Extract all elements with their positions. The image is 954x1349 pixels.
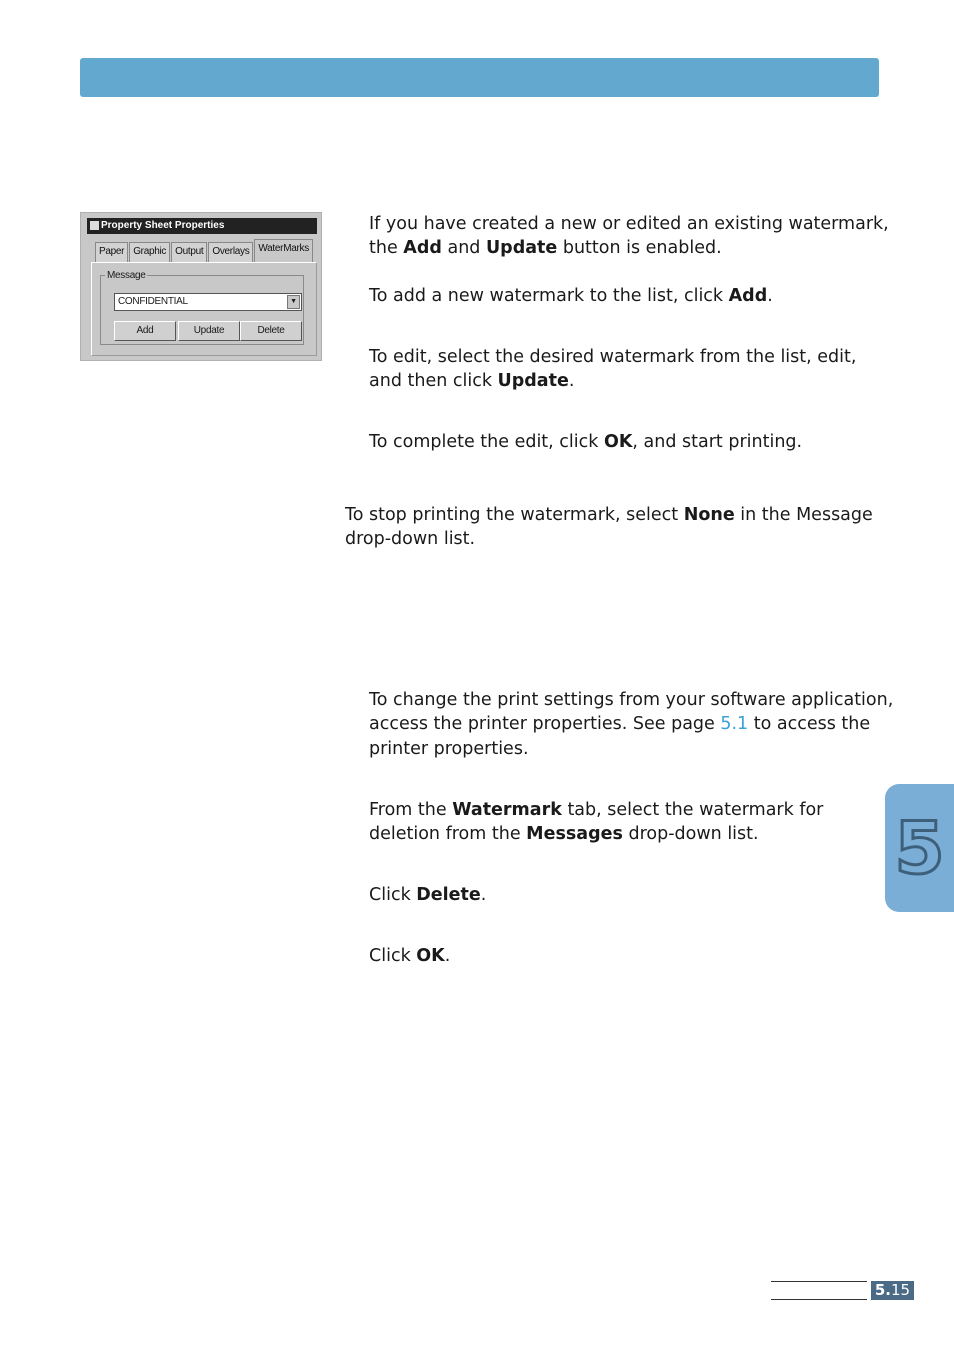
- printer-icon: [90, 221, 99, 230]
- page-number: 5.15: [871, 1281, 914, 1300]
- step-text: the Add and Update button is enabled.: [369, 238, 722, 258]
- step-text: To complete the edit, click OK, and start printing.: [369, 432, 803, 452]
- message-combo-value: CONFIDENTIAL: [118, 296, 188, 307]
- step-text: deletion from the Messages drop-down list.: [369, 824, 759, 844]
- update-button[interactable]: Update: [178, 321, 240, 341]
- watermark-dialog-screenshot: [80, 212, 322, 361]
- note-text: To stop printing the watermark, select None in the Message: [345, 505, 873, 525]
- page-link[interactable]: 5.1: [720, 714, 749, 734]
- step-text: printer properties.: [369, 739, 529, 759]
- tab-paper[interactable]: Paper: [95, 242, 128, 263]
- chevron-down-icon[interactable]: ▼: [287, 295, 300, 309]
- chapter-tab: [885, 784, 954, 912]
- note-text: drop-down list.: [345, 529, 476, 549]
- add-button[interactable]: Add: [114, 321, 176, 341]
- step-text: access the printer properties. See page 5.1 to access the: [369, 714, 871, 734]
- message-group-label: Message: [107, 270, 146, 281]
- dialog-tabs: [95, 242, 314, 262]
- tab-output[interactable]: Output: [171, 242, 207, 263]
- delete-button[interactable]: Delete: [240, 321, 302, 341]
- step-text: To edit, select the desired watermark from the list, edit,: [369, 347, 857, 367]
- step-text: From the Watermark tab, select the watermark for: [369, 800, 824, 820]
- step-text: Click Delete.: [369, 885, 487, 905]
- step-text: Click OK.: [369, 946, 451, 966]
- step-text: If you have created a new or edited an existing watermark,: [369, 214, 889, 234]
- message-combo[interactable]: [114, 293, 302, 311]
- header-bar: [80, 58, 879, 97]
- dialog-title: Property Sheet Properties: [101, 220, 225, 231]
- step-text: To add a new watermark to the list, click Add.: [369, 286, 773, 306]
- step-text: and then click Update.: [369, 371, 575, 391]
- footer-rule: [771, 1281, 867, 1282]
- footer-rule: [771, 1299, 867, 1300]
- tab-overlays[interactable]: Overlays: [208, 242, 253, 263]
- dialog-title-bar: [87, 218, 317, 234]
- tab-graphic[interactable]: Graphic: [129, 242, 170, 263]
- chapter-number: 5: [894, 806, 945, 890]
- step-text: To change the print settings from your software application,: [369, 690, 894, 710]
- tab-watermarks[interactable]: WaterMarks: [254, 239, 313, 263]
